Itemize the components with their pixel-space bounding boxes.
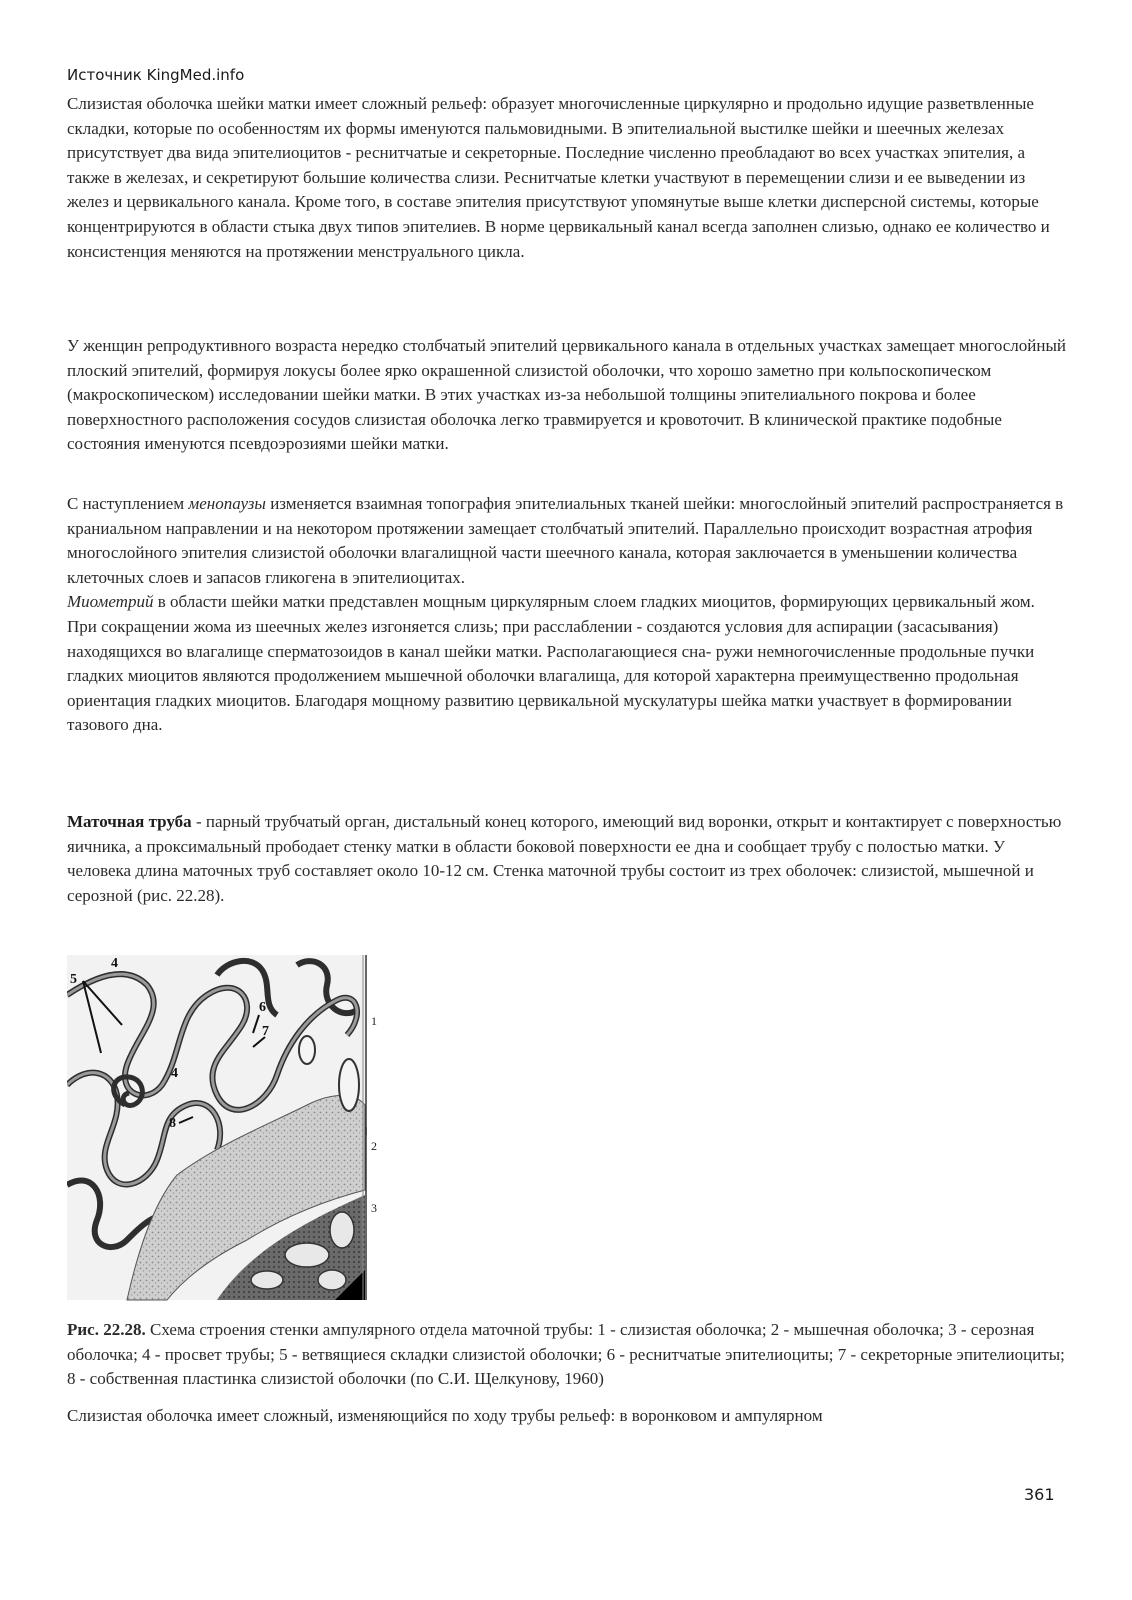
paragraph-uterine-tube bbox=[67, 810, 1067, 908]
italic-term-myometrium: Миометрий bbox=[67, 592, 154, 612]
paragraph-text bbox=[67, 810, 1067, 908]
bold-term-uterine-tube: Маточная труба bbox=[67, 812, 192, 831]
figure-label-8: 8 bbox=[169, 1116, 176, 1131]
text-run: С наступлением bbox=[67, 494, 189, 513]
text-run: в области шейки матки представлен мощным циркулярным слоем гладких миоцитов, формирующих цервикальный жом. При сокращении жома из шеечных желез изгоняется слизь; при расслаблении - создаются условия для аспирации (засасывания) находящихся во влагалище сперматозоидов в канал шейки матки. Располагающиеся сна- ружи немногочисленные продольные пучки гладких миоцитов являются продолжением мышечной оболочки влагалища, для которой характерна преимущественно продольная ориентация гладких миоцитов. Благодаря мощному развитию цервикальной мускулатуры шейка матки участвует в формировании тазового дна. bbox=[67, 592, 1035, 735]
source-header: Источник KingMed.info bbox=[67, 66, 245, 84]
text-run: - парный трубчатый орган, дистальный конец которого, имеющий вид воронки, открыт и контактирует с поверхностью яичника, а проксимальный прободает стенку матки в области боковой поверхности ее дна и сообщает трубу с полостью матки. У человека длина маточных труб составляет около 10-12 см. Стенка маточной трубы состоит из трех оболочек: слизистой, мышечной и серозной (рис. 22.28). bbox=[67, 812, 1062, 905]
caption-label: Рис. 22.28. bbox=[67, 1320, 146, 1339]
paragraph-menopause bbox=[67, 492, 1067, 590]
figure-tube-wall-micrograph bbox=[67, 955, 387, 1305]
figure-label-2: 2 bbox=[371, 1139, 377, 1153]
paragraph-text: Слизистая оболочка имеет сложный, изменяющийся по ходу трубы рельеф: в воронковом и ампулярном bbox=[67, 1406, 823, 1425]
figure-label-5: 5 bbox=[70, 972, 77, 987]
paragraph-text: У женщин репродуктивного возраста нередко столбчатый эпителий цервикального канала в отдельных участках замещает многослойный плоский эпителий, формируя локусы более ярко окрашенной слизистой оболочки, что хорошо заметно при кольпоскопическом (макроскопическом) исследовании шейки матки. В этих участках из-за небольшой толщины эпителиального покрова и более поверхностного расположения сосудов слизистая оболочка легко травмируется и кровоточит. В клинической практике подобные состояния именуются псевдоэрозиями шейки матки. bbox=[67, 336, 1066, 454]
text-run: изменяется взаимная топография эпителиальных тканей шейки: многослойный эпителий распространяется в краниальном направлении и на некотором протяжении замещает столбчатый эпителий. Параллельно происходит возрастная атрофия многослойного эпителия слизистой оболочки влагалищной части шеечного канала, которая заключается в уменьшении количества клеточных слоев и запасов гликогена в эпителиоцитах. bbox=[67, 494, 1064, 587]
page-number: 361 bbox=[1024, 1485, 1055, 1504]
figure-label-7: 7 bbox=[262, 1024, 269, 1039]
figure-label-4-lower: 4 bbox=[171, 1066, 178, 1081]
figure-caption bbox=[67, 1318, 1067, 1392]
italic-term-menopause: менопаузы bbox=[188, 494, 266, 513]
caption-text: Схема строения стенки ампулярного отдела маточной трубы: 1 - слизистая оболочка; 2 - мышечная оболочка; 3 - серозная оболочка; 4 - просвет трубы; 5 - ветвящиеся складки слизистой оболочки; 6 - реснитчатые эпителиоциты; 7 - секреторные эпителиоциты; 8 - собственная пластинка слизистой оболочки (по С.И. Щелкунову, 1960) bbox=[67, 1320, 1065, 1389]
paragraph-text: Слизистая оболочка шейки матки имеет сложный рельеф: образует многочисленные циркулярно и продольно идущие разветвленные складки, которые по особенностям их формы именуются пальмовидными. В эпителиальной выстилке шейки и шеечных железах присутствует два вида эпителиоцитов - реснитчатые и секреторные. Последние численно преобладают во всех участках эпителия, а также в железах, и секретируют большие количества слизи. Реснитчатые клетки участвуют в перемещении слизи и ее выведении из желез и цервикального канала. Кроме того, в составе эпителия присутствуют упомянутые выше клетки дисперсной системы, которые концентрируются в области стыка двух типов эпителиев. В норме цервикальный канал всегда заполнен слизью, однако ее количество и консистенция меняются на протяжении менструального цикла. bbox=[67, 94, 1050, 261]
micrograph-drawing bbox=[67, 955, 387, 1305]
figure-label-1: 1 bbox=[371, 1014, 377, 1028]
paragraph-cervix-mucosa bbox=[67, 92, 1067, 264]
paragraph-mucosa-relief bbox=[67, 1404, 1067, 1429]
paragraph-myometrium bbox=[67, 590, 1067, 738]
figure-label-6: 6 bbox=[259, 1000, 266, 1015]
figure-label-4-top: 4 bbox=[111, 956, 118, 971]
paragraph-menopause-myometrium bbox=[67, 492, 1067, 738]
paragraph-pseudoerosion bbox=[67, 334, 1067, 457]
figure-label-3: 3 bbox=[371, 1201, 377, 1215]
